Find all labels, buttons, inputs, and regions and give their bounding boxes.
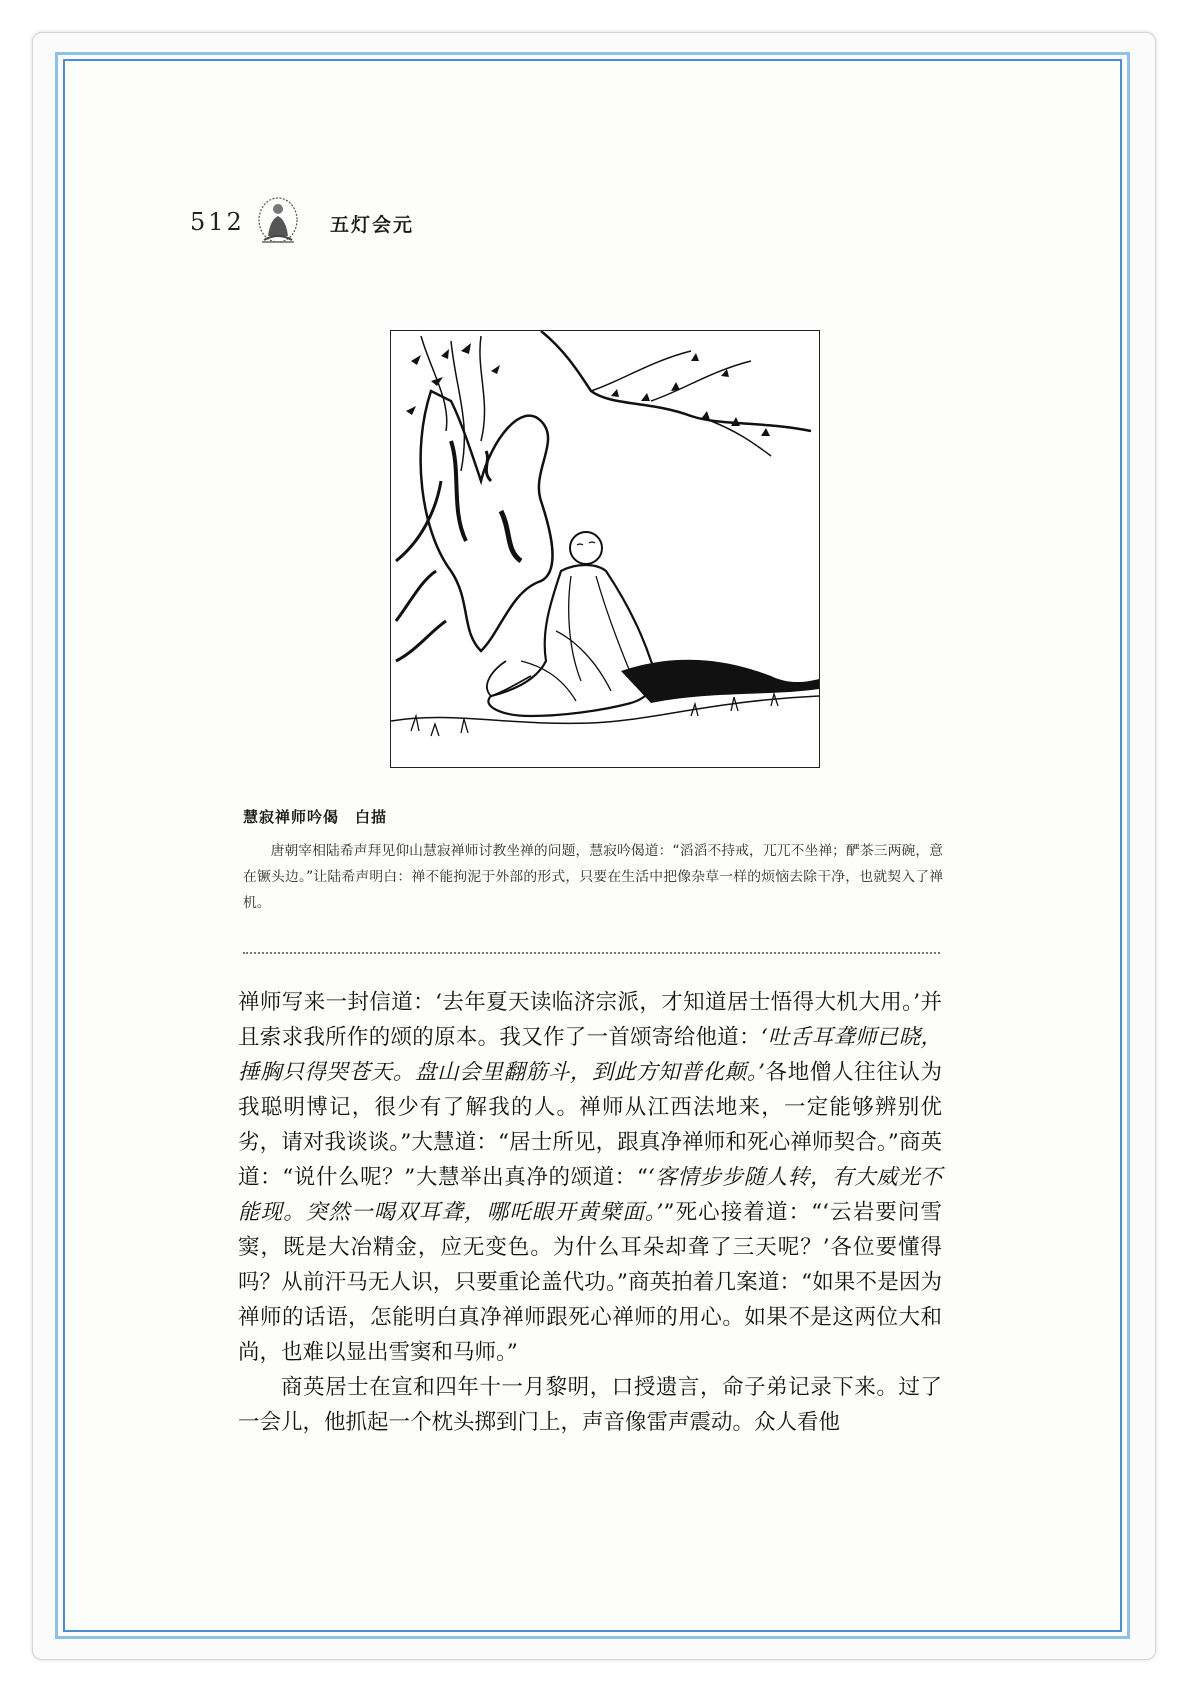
illustration-caption-title: 慧寂禅师吟偈 白描: [243, 808, 388, 826]
seated-buddha-icon: [256, 196, 300, 244]
text-run: 禅师写来一封信道：‘去年夏天读临济宗派，才知道居士悟得大机大用。’并且索求我所作的颂的原本。我又作了一首颂寄给他道：: [238, 990, 942, 1050]
dotted-divider: [243, 952, 940, 954]
verse-quote: ‘吐舌耳聋师已晓，捶胸只得哭苍天。盘山会里翻筋斗，到此方知普化颠。’: [238, 1025, 942, 1085]
main-text: [238, 985, 942, 1440]
illustration-caption-body: 唐朝宰相陆希声拜见仰山慧寂禅师讨教坐禅的问题，慧寂吟偈道：“滔滔不持戒，兀兀不坐禅；酽茶三两碗，意在镢头边。”让陆希声明白：禅不能拘泥于外部的形式，只要在生活中把像杂草一样的烦恼去除干净，也就契入了禅机。: [243, 843, 943, 911]
text-run: ”死心接着道：“‘云岩要问雪窦，既是大冶精金，应无变色。为什么耳朵却聋了三天呢？’各位要懂得吗？从前汗马无人识，只要重论盖代功。”商英拍着几案道：“如果不是因为禅师的话语，怎能明白真净禅师跟死心禅师的用心。如果不是这两位大和尚，也难以显出雪窦和马师。”: [238, 1200, 942, 1365]
book-title: 五灯会元: [330, 214, 415, 236]
monk-under-tree-illustration: [390, 330, 820, 768]
paragraph: [238, 985, 942, 1370]
page-number: 512: [190, 208, 245, 236]
paragraph: 商英居士在宣和四年十一月黎明，口授遗言，命子弟记录下来。过了一会儿，他抓起一个枕头掷到门上，声音像雷声震动。众人看他: [238, 1375, 942, 1435]
verse-quote: ‘客情步步随人转，有大威光不能现。突然一喝双耳聋，哪吒眼开黄檗面。’: [238, 1165, 942, 1225]
text-run: 各地僧人往往认为我聪明博记，很少有了解我的人。禅师从江西法地来，一定能够辨别优劣，请对我谈谈。”大慧道：“居士所见，跟真净禅师和死心禅师契合。”商英道：“说什么呢？”大慧举出真净的颂道：“: [238, 1060, 942, 1190]
